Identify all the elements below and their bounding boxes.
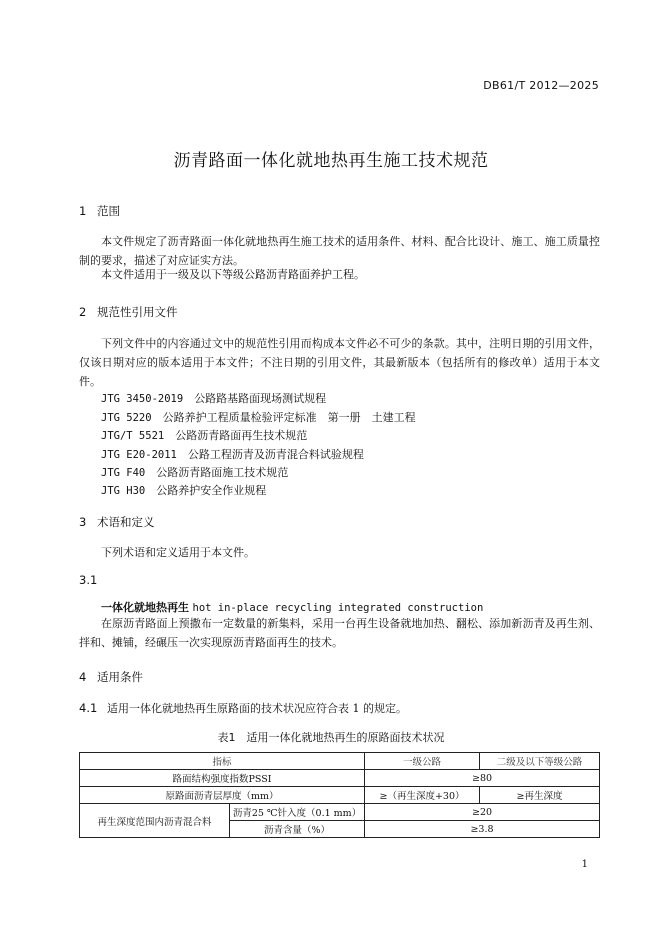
page-title: 沥青路面一体化就地热再生施工技术规范 [173,151,489,171]
row-label: 原路面沥青层厚度（mm） [80,787,365,804]
section-1-heading [79,203,120,219]
technical-condition-table [79,752,600,838]
reference-code: JTG H30 [101,485,146,497]
reference-item [101,464,288,480]
section-4-heading [79,669,143,685]
reference-code: JTG E20-2011 [101,449,177,461]
row-value: ≥80 [365,770,600,787]
reference-item [101,482,266,498]
header-cell: 一级公路 [365,753,480,770]
reference-code: JTG 5220 [101,412,152,424]
reference-item [101,409,416,425]
row-value: ≥再生深度 [480,787,600,804]
header-cell: 二级及以下等级公路 [480,753,600,770]
section-title: 术语和定义 [97,515,155,529]
reference-title: 公路养护工程质量检验评定标准 第一册 土建工程 [162,411,416,424]
term-definition: 在原沥青路面上预撒布一定数量的新集料，采用一台再生设备就地加热、翻松、添加新沥青及再生剂、拌和、摊铺，经碾压一次实现原沥青路面再生的技术。 [79,617,600,649]
reference-title: 公路路基路面现场测试规程 [194,392,327,405]
row-group-label: 再生深度范围内沥青混合料 [80,804,230,838]
row-label: 路面结构强度指数PSSI [80,770,365,787]
section-number: 3 [79,515,87,529]
table-row [80,770,600,787]
section-number: 4 [79,670,87,684]
row-sublabel: 沥青含量（%） [230,821,365,838]
table-header-row [80,753,600,770]
row-value: ≥（再生深度+30） [365,787,480,804]
section-title: 规范性引用文件 [97,305,178,319]
row-value: ≥3.8 [365,821,600,838]
table-caption: 表1 适用一体化就地热再生的原路面技术状况 [217,731,445,744]
table-row [80,787,600,804]
section-3-heading [79,514,155,530]
reference-title: 公路沥青路面施工技术规范 [156,466,289,479]
page-number: 1 [581,859,588,870]
subsection-3-1-number: 3.1 [79,573,98,587]
document-code: DB61/T 2012—2025 [483,79,599,92]
reference-title: 公路养护安全作业规程 [156,484,267,497]
row-sublabel: 沥青25 ℃针入度（0.1 mm） [230,804,365,821]
section-1-paragraph-1: 本文件规定了沥青路面一体化就地热再生施工技术的适用条件、材料、配合比设计、施工、施工质量控制的要求，描述了对应证实方法。 [79,235,600,267]
table-row [80,804,600,821]
clause-number: 4.1 [79,701,98,715]
section-2-heading [79,304,178,320]
reference-code: JTG F40 [101,467,146,479]
term-english: hot in-place recycling integrated construction [192,602,484,614]
reference-code: JTG 3450-2019 [101,393,184,405]
section-1-paragraph-2: 本文件适用于一级及以下等级公路沥青路面养护工程。 [101,268,365,281]
section-number: 1 [79,204,87,218]
reference-item [101,427,307,443]
reference-code: JTG/T 5521 [101,430,165,442]
header-cell: 指标 [80,753,365,770]
section-3-paragraph-1: 下列术语和定义适用于本文件。 [101,546,255,559]
section-title: 范围 [97,204,120,218]
term-chinese: 一体化就地热再生 [101,601,189,614]
reference-title: 公路工程沥青及沥青混合料试验规程 [187,448,364,461]
row-value: ≥20 [365,804,600,821]
clause-text: 适用一体化就地热再生原路面的技术状况应符合表 1 的规定。 [107,702,407,715]
section-title: 适用条件 [97,670,143,684]
reference-title: 公路沥青路面再生技术规范 [175,429,308,442]
reference-item [101,446,364,462]
section-2-paragraph-1: 下列文件中的内容通过文中的规范性引用而构成本文件必不可少的条款。其中，注明日期的引用文件，仅该日期对应的版本适用于本文件；不注日期的引用文件，其最新版本（包括所有的修改单）适用于本文件。 [79,337,600,388]
clause-4-1 [79,700,407,716]
reference-item [101,390,326,406]
section-number: 2 [79,305,87,319]
term-heading [101,599,483,615]
